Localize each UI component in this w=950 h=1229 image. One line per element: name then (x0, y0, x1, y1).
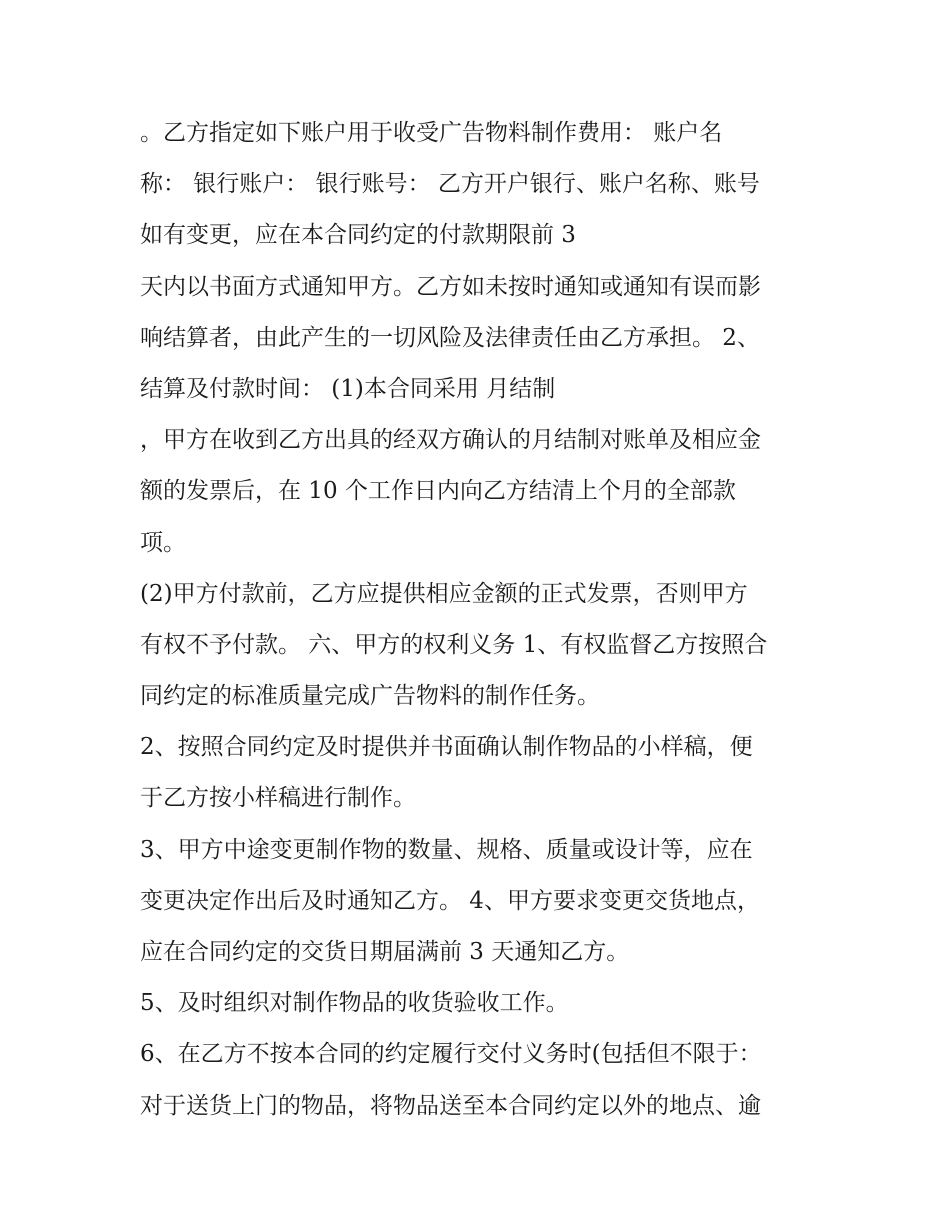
text-line: 6、在乙方不按本合同的约定履行交付义务时(包括但不限于： (140, 1041, 762, 1068)
text-line: 3、甲方中途变更制作物的数量、规格、质量或设计等，应在 (140, 836, 753, 863)
text-line: 5、及时组织对制作物品的收货验收工作。 (140, 990, 569, 1017)
text-line: 。乙方指定如下账户用于收受广告物料制作费用： 账户名 (140, 120, 723, 146)
text-line: 额的发票后，在 10 个工作日内向乙方结清上个月的全部款 (140, 478, 736, 505)
text-line: ，甲方在收到乙方出具的经双方确认的月结制对账单及相应金 (140, 427, 761, 454)
text-line: 同约定的标准质量完成广告物料的制作任务。 (140, 683, 600, 710)
text-line: 2、按照合同约定及时提供并书面确认制作物品的小样稿，便 (140, 734, 753, 761)
text-line: 有权不予付款。 六、甲方的权利义务 1、有权监督乙方按照合 (140, 631, 768, 658)
text-line: 项。 (140, 529, 186, 556)
text-line: 如有变更，应在本合同约定的付款期限前 3 (140, 222, 576, 249)
text-line: 于乙方按小样稿进行制作。 (140, 785, 416, 812)
document-body (140, 108, 820, 1132)
text-line: 天内以书面方式通知甲方。乙方如未按时通知或通知有误而影 (140, 273, 761, 300)
text-line: 结算及付款时间： (1)本合同采用 月结制 (140, 375, 556, 402)
text-line: (2)甲方付款前，乙方应提供相应金额的正式发票，否则甲方 (140, 580, 748, 607)
text-line: 应在合同约定的交货日期届满前 3 天通知乙方。 (140, 939, 630, 965)
text-line: 变更决定作出后及时通知乙方。 4、甲方要求变更交货地点， (140, 887, 760, 914)
text-line: 对于送货上门的物品，将物品送至本合同约定以外的地点、逾 (140, 1092, 761, 1119)
text-line: 称： 银行账户： 银行账号： 乙方开户银行、账户名称、账号 (140, 171, 760, 198)
text-line: 响结算者，由此产生的一切风险及法律责任由乙方承担。 2、 (140, 324, 760, 351)
